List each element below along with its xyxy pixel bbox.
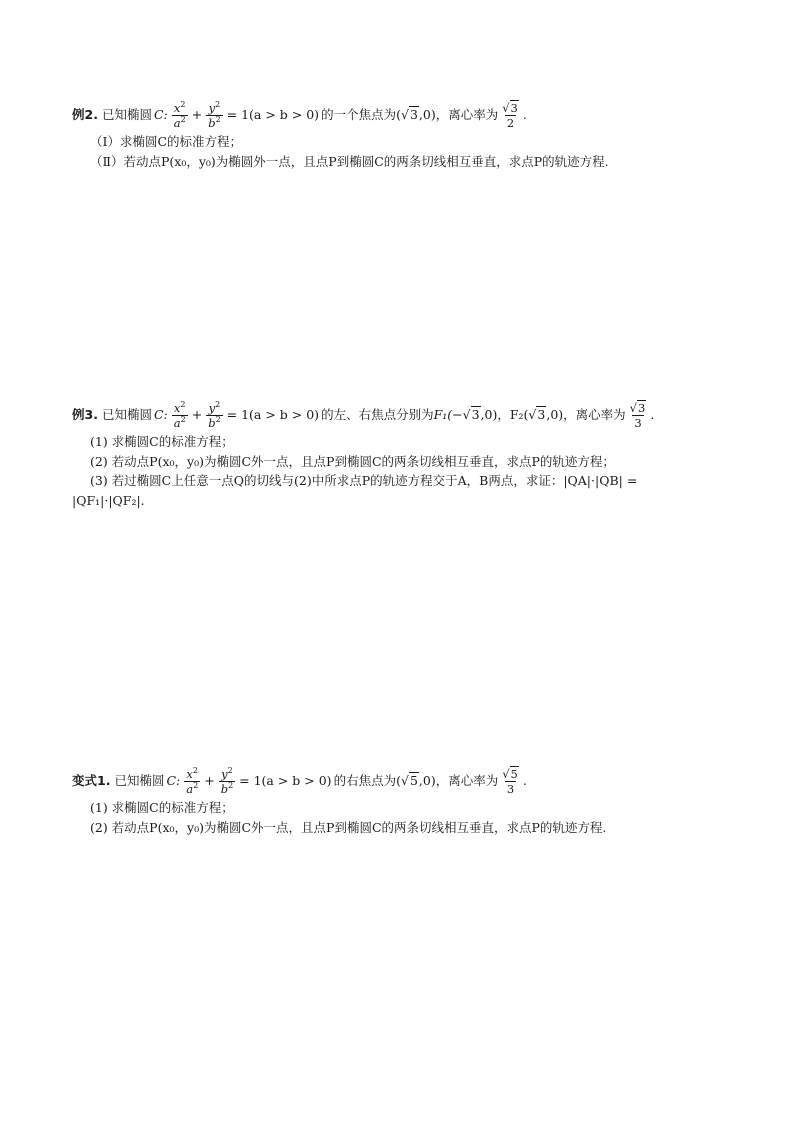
sqrt-5: √5 [400,773,418,789]
variant-1 [72,768,712,834]
eccentricity-fraction: $\frac{√3}{2}$ [502,101,518,131]
x-fraction: $\frac{x^2}{a^2}$ [173,100,186,131]
example-3-part-1: (1) 求椭圆C的标准方程； [90,434,234,450]
y-fraction: $\frac{y^2}{b^2}$ [208,100,221,131]
x-fraction: $\frac{x^2}{a^2}$ [186,766,199,797]
example-3-statement: 例3. 已知椭圆 C: $\frac{x^2}{a^2}$ + $\frac{y^2}{b^2}$ = 1(a > b > 0) 的左、右焦点分别为 F₁(− √3 ,0)，F₂( √3 ,0) ，离心率为 $\frac{√3}{3}$ . [72,400,655,431]
sqrt-3: √3 [462,407,480,423]
variant-1-statement: 变式1. 已知椭圆 C: $\frac{x^2}{a^2}$ + $\frac{y^2}{b^2}$ = 1(a > b > 0) 的右焦点为 ( √5 ,0) ，离心率为 $\frac{√5}{3}$ . [72,766,527,797]
example-2 [72,102,712,168]
example-3-part-2: (2) 若动点P(x₀，y₀)为椭圆C外一点，且点P到椭圆C的两条切线相互垂直，求点P的轨迹方程； [90,453,615,469]
y-fraction: $\frac{y^2}{b^2}$ [208,400,221,431]
x-fraction: $\frac{x^2}{a^2}$ [173,400,186,431]
eccentricity-text: ，离心率为 [435,107,499,123]
statement-lead: 已知椭圆 [101,107,152,123]
example-3-label: 例3. [72,407,98,423]
example-2-label: 例2. [72,107,98,123]
eccentricity-fraction: $\frac{√3}{3}$ [629,401,646,431]
variant-1-part-1: (1) 求椭圆C的标准方程； [90,800,234,816]
statement-after: 的一个焦点为 [321,107,397,123]
curve-name: C: [153,107,168,123]
example-2-statement: 例2. 已知椭圆 C: $\frac{x^2}{a^2}$ + $\frac{y^2}{b^2}$ = 1(a > b > 0) 的一个焦点为 ( √3 ,0) ，离心率为 $\frac{√3}{2}$ . [72,100,527,131]
example-3 [72,402,712,507]
variant-1-part-2: (2) 若动点P(x₀，y₀)为椭圆C外一点，且点P到椭圆C的两条切线相互垂直，求点P的轨迹方程. [90,819,607,835]
eccentricity-fraction: $\frac{√5}{3}$ [502,767,518,797]
sqrt-3: √3 [528,407,546,423]
y-fraction: $\frac{y^2}{b^2}$ [220,766,234,797]
equation-tail: = 1(a > b > 0) [226,107,320,123]
sqrt-3: √3 [400,107,418,123]
focus-f1: F₁(− [433,407,463,423]
example-2-part-2: （Ⅱ）若动点P(x₀，y₀)为椭圆外一点，且点P到椭圆C的两条切线相互垂直，求点P的轨迹方程. [90,153,609,169]
variant-1-label: 变式1. [72,773,111,789]
example-2-part-1: （Ⅰ）求椭圆C的标准方程； [90,134,243,150]
example-3-part-3: (3) 若过椭圆C上任意一点Q的切线与(2)中所求点P的轨迹方程交于A，B两点，求证：|QA|·|QB| = |QF₁|·|QF₂|. [72,475,712,507]
example-3-part-3-continued: |QF₁|·|QF₂|. [72,492,145,508]
